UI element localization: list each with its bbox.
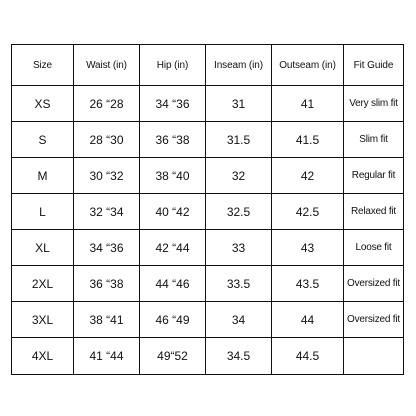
- cell-outseam: 41: [272, 86, 344, 122]
- cell-size: 4XL: [12, 338, 74, 375]
- cell-outseam: 42.5: [272, 194, 344, 230]
- cell-hip: 42 “44: [140, 230, 206, 266]
- cell-fit-guide: [344, 338, 404, 375]
- cell-inseam: 34: [206, 302, 272, 338]
- cell-waist: 32 “34: [74, 194, 140, 230]
- cell-fit-guide: Oversized fit: [344, 266, 404, 302]
- cell-inseam: 32.5: [206, 194, 272, 230]
- cell-hip: 44 “46: [140, 266, 206, 302]
- table-row: [12, 158, 404, 194]
- table-row: [12, 302, 404, 338]
- cell-inseam: 31.5: [206, 122, 272, 158]
- table-row: [12, 122, 404, 158]
- cell-fit-guide: Relaxed fit: [344, 194, 404, 230]
- cell-hip: 38 “40: [140, 158, 206, 194]
- cell-size: XL: [12, 230, 74, 266]
- cell-outseam: 42: [272, 158, 344, 194]
- cell-waist: 38 “41: [74, 302, 140, 338]
- cell-inseam: 34.5: [206, 338, 272, 375]
- cell-hip: 46 “49: [140, 302, 206, 338]
- cell-inseam: 31: [206, 86, 272, 122]
- cell-hip: 36 “38: [140, 122, 206, 158]
- cell-fit-guide: Slim fit: [344, 122, 404, 158]
- header-outseam: Outseam (in): [272, 45, 344, 86]
- cell-outseam: 44.5: [272, 338, 344, 375]
- table-row: [12, 230, 404, 266]
- header-waist: Waist (in): [74, 45, 140, 86]
- cell-outseam: 43.5: [272, 266, 344, 302]
- cell-inseam: 33.5: [206, 266, 272, 302]
- cell-waist: 34 “36: [74, 230, 140, 266]
- cell-size: 2XL: [12, 266, 74, 302]
- cell-size: S: [12, 122, 74, 158]
- cell-waist: 41 “44: [74, 338, 140, 375]
- table-row: [12, 194, 404, 230]
- cell-waist: 36 “38: [74, 266, 140, 302]
- cell-size: M: [12, 158, 74, 194]
- cell-inseam: 32: [206, 158, 272, 194]
- cell-fit-guide: Oversized fit: [344, 302, 404, 338]
- cell-hip: 34 “36: [140, 86, 206, 122]
- cell-waist: 30 “32: [74, 158, 140, 194]
- table-row: [12, 266, 404, 302]
- cell-waist: 28 “30: [74, 122, 140, 158]
- cell-fit-guide: Regular fit: [344, 158, 404, 194]
- table-row: [12, 338, 404, 375]
- header-size: Size: [12, 45, 74, 86]
- cell-size: XS: [12, 86, 74, 122]
- cell-outseam: 43: [272, 230, 344, 266]
- cell-hip: 40 “42: [140, 194, 206, 230]
- table-row: [12, 86, 404, 122]
- cell-hip: 49“52: [140, 338, 206, 375]
- size-chart-table: [11, 44, 404, 375]
- cell-inseam: 33: [206, 230, 272, 266]
- header-hip: Hip (in): [140, 45, 206, 86]
- cell-fit-guide: Very slim fit: [344, 86, 404, 122]
- cell-outseam: 41.5: [272, 122, 344, 158]
- cell-size: 3XL: [12, 302, 74, 338]
- cell-outseam: 44: [272, 302, 344, 338]
- header-inseam: Inseam (in): [206, 45, 272, 86]
- cell-size: L: [12, 194, 74, 230]
- header-row: [12, 45, 404, 86]
- cell-waist: 26 “28: [74, 86, 140, 122]
- cell-fit-guide: Loose fit: [344, 230, 404, 266]
- header-fit-guide: Fit Guide: [344, 45, 404, 86]
